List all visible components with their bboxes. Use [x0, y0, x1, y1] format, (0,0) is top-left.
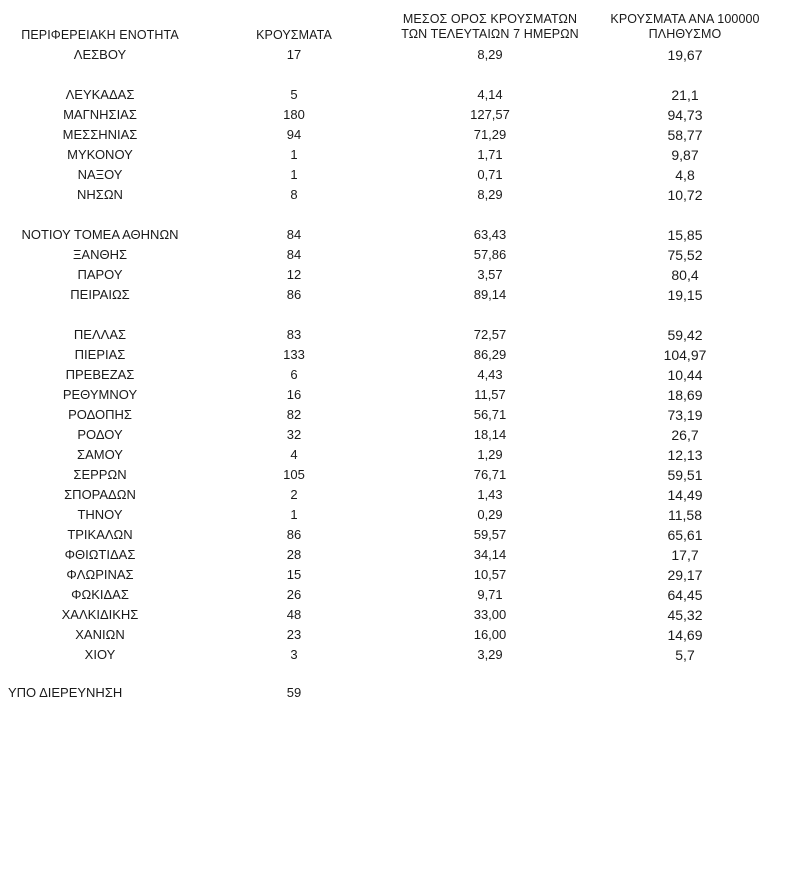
header-avg-line2: ΤΩΝ ΤΕΛΕΥΤΑΙΩΝ 7 ΗΜΕΡΩΝ: [401, 27, 579, 41]
table-row: [0, 525, 810, 545]
seven-day-average-cell: 34,14: [473, 547, 507, 562]
table-row: [0, 145, 810, 165]
region-name-cell: ΤΗΝΟΥ: [77, 507, 123, 522]
cases-cell: 105: [283, 467, 305, 482]
seven-day-average-cell: 9,71: [477, 587, 503, 602]
cases-cell: 86: [286, 287, 302, 302]
region-name-cell: ΧΑΝΙΩΝ: [75, 627, 125, 642]
cases-cell: 86: [286, 527, 302, 542]
cases-per-100000-cell: 73,19: [667, 407, 703, 423]
seven-day-average-cell: 8,29: [477, 187, 503, 202]
table-row: [0, 385, 810, 405]
cases-per-100000-cell: 59,42: [667, 327, 703, 343]
cases-cell: 12: [286, 267, 302, 282]
table-row: [0, 125, 810, 145]
seven-day-average-cell: 76,71: [473, 467, 507, 482]
cases-per-100000-cell: 19,67: [667, 47, 703, 63]
seven-day-average-cell: 1,29: [477, 447, 503, 462]
cases-per-100000-cell: 29,17: [667, 567, 703, 583]
seven-day-average-cell: 127,57: [470, 107, 510, 122]
region-name-cell: ΝΟΤΙΟΥ ΤΟΜΕΑ ΑΘΗΝΩΝ: [21, 227, 179, 242]
header-cases-label: ΚΡΟΥΣΜΑΤΑ: [256, 28, 332, 42]
region-name-cell: ΡΟΔΟΠΗΣ: [68, 407, 132, 422]
cases-per-100000-cell: 104,97: [663, 347, 707, 363]
seven-day-average-cell: 57,86: [473, 247, 507, 262]
region-name-cell: ΤΡΙΚΑΛΩΝ: [67, 527, 133, 542]
table-row: [0, 683, 810, 703]
region-name-cell: ΠΙΕΡΙΑΣ: [74, 347, 126, 362]
region-name-cell: ΠΡΕΒΕΖΑΣ: [65, 367, 135, 382]
cases-cell: 84: [286, 247, 302, 262]
table-row: [0, 185, 810, 205]
cases-per-100000-cell: 19,15: [667, 287, 703, 303]
seven-day-average-cell: 1,43: [477, 487, 503, 502]
cases-per-100000-cell: 58,77: [667, 127, 703, 143]
cases-cell: 48: [286, 607, 302, 622]
cases-cell: 3: [290, 647, 298, 662]
cases-per-100000-cell: 64,45: [667, 587, 703, 603]
seven-day-average-cell: 56,71: [473, 407, 507, 422]
seven-day-average-cell: 72,57: [473, 327, 507, 342]
cases-per-100000-cell: 15,85: [667, 227, 703, 243]
seven-day-average-cell: 11,57: [474, 387, 506, 402]
cases-per-100000-cell: 17,7: [671, 547, 699, 563]
region-name-cell: ΣΕΡΡΩΝ: [73, 467, 127, 482]
table-row: [0, 545, 810, 565]
seven-day-average-cell: 63,43: [473, 227, 507, 242]
cases-cell: 1: [290, 167, 298, 182]
seven-day-average-cell: 0,71: [477, 167, 503, 182]
table-row: [0, 605, 810, 625]
seven-day-average-cell: 0,29: [477, 507, 503, 522]
seven-day-average-cell: 71,29: [473, 127, 507, 142]
cases-cell: 28: [286, 547, 302, 562]
seven-day-average-cell: 33,00: [473, 607, 507, 622]
cases-cell: 59: [286, 685, 302, 700]
region-name-cell: ΛΕΣΒΟΥ: [73, 47, 127, 62]
cases-cell: 8: [290, 187, 298, 202]
cases-per-100000-cell: 26,7: [671, 427, 699, 443]
table-row: [0, 105, 810, 125]
header-per-line2: ΠΛΗΘΥΣΜΟ: [648, 27, 722, 41]
region-name-cell: ΞΑΝΘΗΣ: [72, 247, 128, 262]
region-name-cell: ΦΘΙΩΤΙΔΑΣ: [64, 547, 136, 562]
cases-cell: 15: [286, 567, 302, 582]
cases-cell: 133: [283, 347, 305, 362]
cases-per-100000-cell: 10,44: [667, 367, 703, 383]
cases-per-100000-cell: 4,8: [675, 167, 695, 183]
table-row: [0, 405, 810, 425]
cases-per-100000-cell: 11,58: [668, 507, 702, 523]
seven-day-average-cell: 59,57: [473, 527, 507, 542]
table-row: [0, 265, 810, 285]
table-row: [0, 425, 810, 445]
cases-cell: 23: [286, 627, 302, 642]
cases-cell: 26: [286, 587, 302, 602]
cases-cell: 4: [290, 447, 298, 462]
cases-cell: 1: [290, 147, 298, 162]
region-name-cell: ΝΑΞΟΥ: [77, 167, 123, 182]
header-avg-line1: ΜΕΣΟΣ ΟΡΟΣ ΚΡΟΥΣΜΑΤΩΝ: [402, 12, 578, 26]
region-name-cell: ΡΕΘΥΜΝΟΥ: [62, 387, 138, 402]
cases-per-100000-cell: 75,52: [667, 247, 703, 263]
table-row: [0, 325, 810, 345]
seven-day-average-cell: 89,14: [473, 287, 507, 302]
cases-per-100000-cell: 94,73: [667, 107, 703, 123]
seven-day-average-cell: 4,43: [477, 367, 503, 382]
region-name-cell: ΦΩΚΙΔΑΣ: [71, 587, 129, 602]
cases-per-100000-cell: 59,51: [667, 467, 703, 483]
cases-cell: 32: [286, 427, 302, 442]
header-per-line1: ΚΡΟΥΣΜΑΤΑ ΑΝΑ 100000: [610, 12, 760, 26]
table-row: [0, 465, 810, 485]
table-row: [0, 645, 810, 665]
region-name-cell: ΛΕΥΚΑΔΑΣ: [65, 87, 135, 102]
region-name-cell: ΣΠΟΡΑΔΩΝ: [64, 487, 136, 502]
seven-day-average-cell: 4,14: [477, 87, 503, 102]
region-name-cell: ΧΙΟΥ: [84, 647, 116, 662]
region-name-cell: ΣΑΜΟΥ: [77, 447, 123, 462]
seven-day-average-cell: 10,57: [473, 567, 507, 582]
seven-day-average-cell: 3,29: [477, 647, 503, 662]
table-row: [0, 485, 810, 505]
cases-per-100000-cell: 14,49: [667, 487, 703, 503]
cases-per-100000-cell: 21,1: [671, 87, 699, 103]
region-name-cell: ΠΕΛΛΑΣ: [73, 327, 127, 342]
cases-cell: 2: [290, 487, 298, 502]
seven-day-average-cell: 16,00: [473, 627, 507, 642]
cases-per-100000-cell: 12,13: [667, 447, 703, 463]
table-row: [0, 365, 810, 385]
region-name-cell: ΜΕΣΣΗΝΙΑΣ: [62, 127, 138, 142]
cases-per-100000-cell: 5,7: [675, 647, 695, 663]
cases-cell: 16: [286, 387, 302, 402]
cases-per-100000-cell: 18,69: [667, 387, 703, 403]
region-name-cell: ΠΑΡΟΥ: [77, 267, 123, 282]
seven-day-average-cell: 18,14: [473, 427, 507, 442]
header-region-label: ΠΕΡΙΦΕΡΕΙΑΚΗ ΕΝΟΤΗΤΑ: [21, 28, 179, 42]
table-row: [0, 445, 810, 465]
cases-per-100000-cell: 9,87: [671, 147, 699, 163]
seven-day-average-cell: 86,29: [473, 347, 507, 362]
region-name-cell: ΦΛΩΡΙΝΑΣ: [66, 567, 134, 582]
region-name-cell: ΝΗΣΩΝ: [77, 187, 123, 202]
table-row: [0, 225, 810, 245]
cases-cell: 6: [290, 367, 298, 382]
cases-per-100000-cell: 10,72: [667, 187, 703, 203]
cases-cell: 1: [290, 507, 298, 522]
cases-per-100000-cell: 14,69: [667, 627, 703, 643]
region-name-cell: ΜΑΓΝΗΣΙΑΣ: [63, 107, 137, 122]
table-row: [0, 345, 810, 365]
cases-cell: 94: [286, 127, 302, 142]
table-row: [0, 505, 810, 525]
table-row: [0, 625, 810, 645]
table-row: [0, 85, 810, 105]
table-row: [0, 45, 810, 65]
cases-cell: 82: [286, 407, 302, 422]
cases-cell: 83: [286, 327, 302, 342]
region-name-cell: ΡΟΔΟΥ: [77, 427, 123, 442]
cases-cell: 180: [283, 107, 305, 122]
table-row: [0, 245, 810, 265]
region-name-cell: ΜΥΚΟΝΟΥ: [67, 147, 133, 162]
cases-cell: 84: [286, 227, 302, 242]
region-name-cell: ΠΕΙΡΑΙΩΣ: [70, 287, 130, 302]
seven-day-average-cell: 3,57: [477, 267, 503, 282]
seven-day-average-cell: 1,71: [477, 147, 503, 162]
cases-per-100000-cell: 65,61: [667, 527, 703, 543]
cases-cell: 17: [286, 47, 302, 62]
table-row: [0, 585, 810, 605]
cases-per-100000-cell: 45,32: [667, 607, 703, 623]
cases-cell: 5: [290, 87, 298, 102]
region-name-cell: ΥΠΟ ΔΙΕΡΕΥΝΗΣΗ: [8, 685, 123, 700]
table-row: [0, 285, 810, 305]
seven-day-average-cell: 8,29: [477, 47, 503, 62]
table-row: [0, 565, 810, 585]
cases-per-100000-cell: 80,4: [671, 267, 699, 283]
region-name-cell: ΧΑΛΚΙΔΙΚΗΣ: [61, 607, 139, 622]
table-row: [0, 165, 810, 185]
